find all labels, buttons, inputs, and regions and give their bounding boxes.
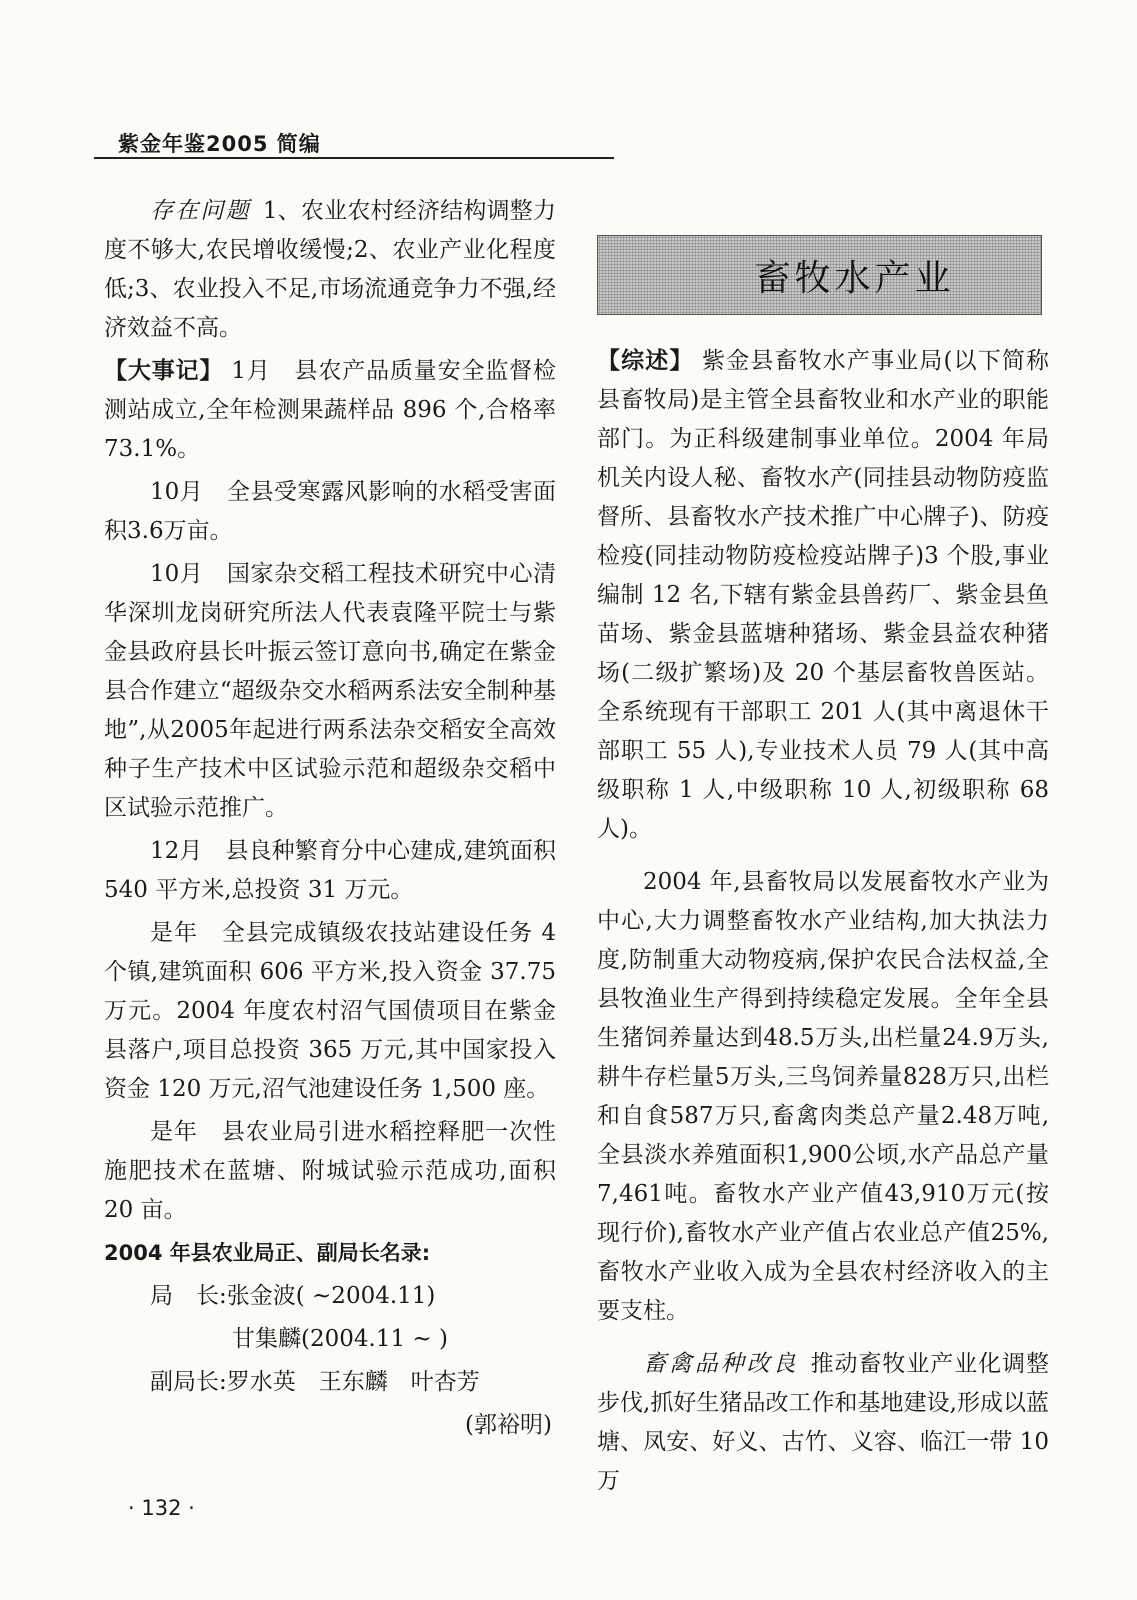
problems-text: 1、农业农村经济结构调整力度不够大,农民增收缓慢;2、农业产业化程度低;3、农业投入不足,市场流通竞争力不强,经济效益不高。 (104, 198, 556, 341)
director-line-2: 甘集麟(2004.11 ~ ) (232, 1326, 448, 1352)
running-head: 紫金年鉴2005 简编 (118, 132, 321, 156)
problems-lead: 存在问题 (150, 198, 251, 224)
overview-paragraph (597, 342, 1049, 849)
left-column (104, 192, 556, 1449)
leaders-title: 2004 年县农业局正、副局长名录: (104, 1241, 431, 1265)
events-paragraph (104, 352, 556, 469)
event-6: 是年 县农业局引进水稻控释肥一次性施肥技术在蓝塘、附城试验示范成功,面积 20 亩。 (104, 1119, 556, 1223)
breeding-text: 推动畜牧业产业化调整步伐,抓好生猪品改工作和基地建设,形成以蓝塘、凤安、好义、古竹、义容、临江一带 10 万 (597, 1351, 1050, 1494)
author-credit: (郭裕明) (465, 1412, 552, 1438)
header-rule (94, 157, 614, 159)
section-title-box (597, 235, 1042, 315)
events-tag: 【大事记】 (104, 358, 224, 384)
overview-tag: 【综述】 (597, 348, 694, 374)
page-number: · 132 · (128, 1496, 195, 1520)
event-1: 1月 县农产品质量安全监督检测站成立,全年检测果蔬样品 896 个,合格率 73.1%。 (104, 358, 557, 462)
problems-paragraph (104, 192, 556, 348)
event-2: 10月 全县受寒露风影响的水稻受害面积3.6万亩。 (104, 479, 556, 544)
event-4: 12月 县良种繁育分中心建成,建筑面积 540 平方米,总投资 31 万元。 (104, 838, 556, 903)
event-5: 是年 全县完成镇级农技站建设任务 4 个镇,建筑面积 606 平方米,投入资金 37.75 万元。2004 年度农村沼气国债项目在紫金县落户,项目总投资 365 万元,其中国家投入资金 120 万元,沼气池建设任务 1,500 座。 (104, 920, 556, 1102)
right-column (597, 342, 1049, 1505)
director-line: 局 长:张金波( ~2004.11) (150, 1283, 436, 1309)
section-title: 畜牧水产业 (754, 257, 955, 299)
breeding-paragraph (597, 1345, 1049, 1501)
event-3: 10月 国家杂交稻工程技术研究中心清华深圳龙岗研究所法人代表袁隆平院士与紫金县政府县长叶振云签订意向书,确定在紫金县合作建立“超级杂交水稻两系法安全制种基地”,从2005年起进行两系法杂交稻安全高效种子生产技术中区试验示范和超级杂交稻中区试验示范推广。 (104, 561, 556, 821)
breeding-lead: 畜禽品种改良 (643, 1351, 799, 1377)
summary-paragraph: 2004 年,县畜牧局以发展畜牧水产业为中心,大力调整畜牧水产业结构,加大执法力度,防制重大动物疫病,保护农民合法权益,全县牧渔业生产得到持续稳定发展。全年全县生猪饲养量达到48.5万头,出栏量24.9万头,耕牛存栏量5万头,三鸟饲养量828万只,出栏和自食587万只,畜禽肉类总产量2.48万吨,全县淡水养殖面积1,900公顷,水产品总产量7,461吨。畜牧水产业产值43,910万元(按现行价),畜牧水产业产值占农业总产值25%,畜牧水产业收入成为全县农村经济收入的主要支柱。 (597, 869, 1049, 1324)
deputies-line: 副局长:罗水英 王东麟 叶杏芳 (150, 1369, 480, 1395)
overview-text: 紫金县畜牧水产事业局(以下简称县畜牧局)是主管全县畜牧业和水产业的职能部门。为正科级建制事业单位。2004 年局机关内设人秘、畜牧水产(同挂县动物防疫监督所、县畜牧水产技术推广中心牌子)、防疫检疫(同挂动物防疫检疫站牌子)3 个股,事业编制 12 名,下辖有紫金县兽药厂、紫金县鱼苗场、紫金县蓝塘种猪场、紫金县益农种猪场(二级扩繁场)及 20 个基层畜牧兽医站。全系统现有干部职工 201 人(其中离退休干部职工 55 人),专业技术人员 79 人(其中高级职称 1 人,中级职称 10 人,初级职称 68 人)。 (597, 348, 1050, 842)
